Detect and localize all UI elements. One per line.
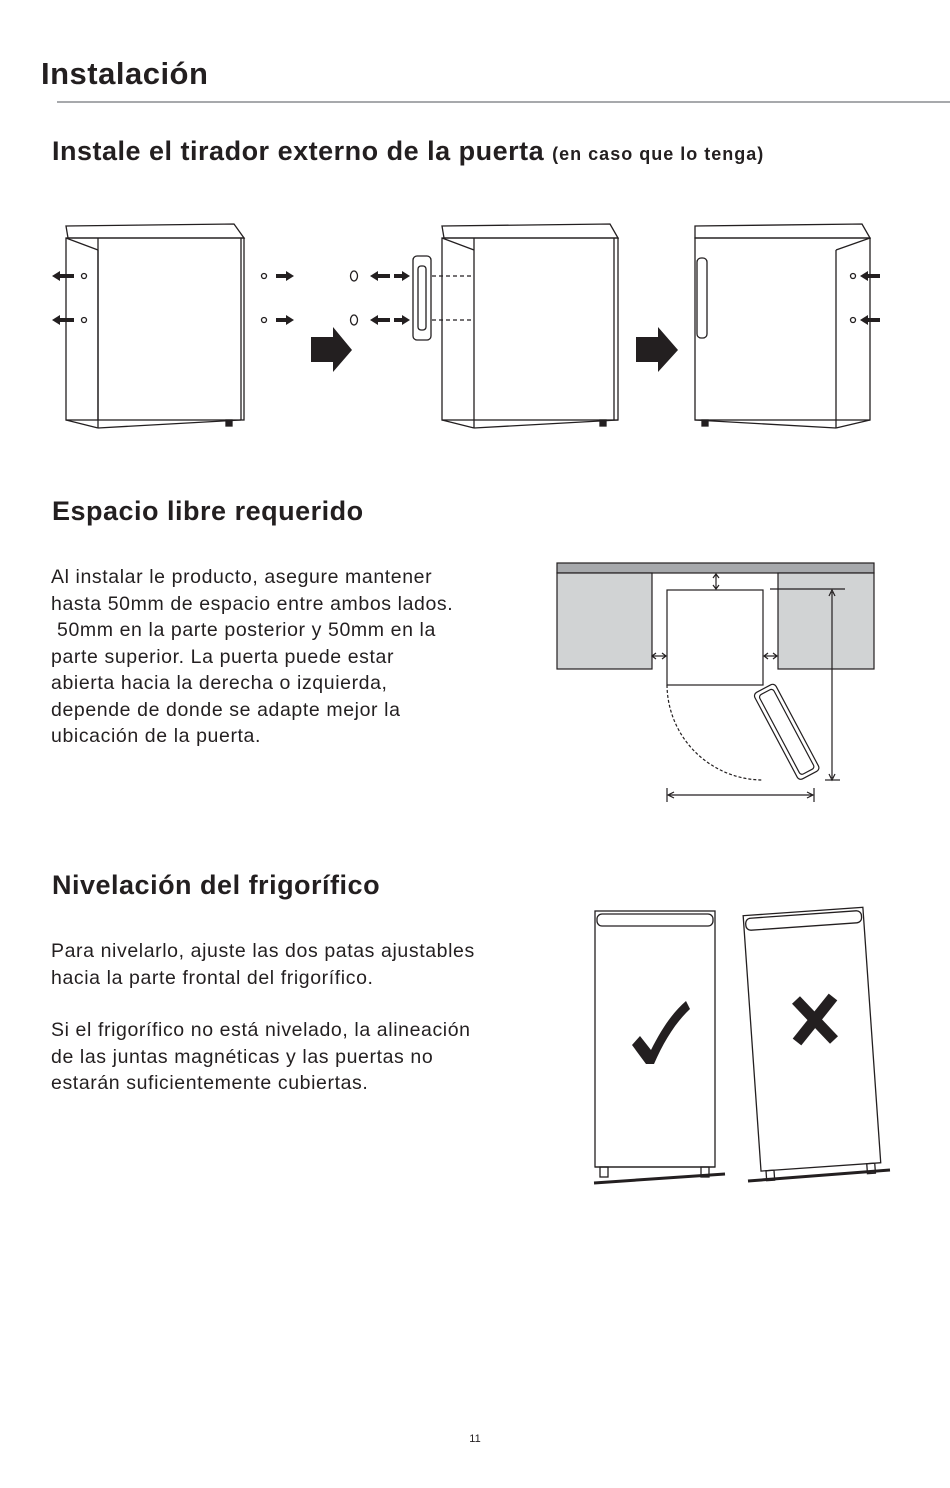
- clearance-line: hasta 50mm de espacio entre ambos lados.: [51, 592, 454, 615]
- leveling-line: de las juntas magnéticas y las puertas no: [51, 1045, 434, 1068]
- leveling-line: Para nivelarlo, ajuste las dos patas ajustables: [51, 940, 475, 962]
- check-mark-icon: [632, 1001, 690, 1064]
- clearance-line: 50mm en la parte posterior y 50mm en la: [51, 619, 436, 641]
- page-number: 11: [469, 1433, 481, 1445]
- tilted-fridge-illustration: [743, 907, 881, 1181]
- clearance-line: ubicación de la puerta.: [51, 725, 262, 747]
- handle-heading-main: Instale el tirador externo de la puerta: [52, 136, 545, 166]
- handle-heading-note: (en caso que lo tenga): [552, 144, 765, 164]
- clearance-line: abierta hacia la derecha o izquierda,: [51, 672, 388, 694]
- clearance-section-heading: Espacio libre requerido: [52, 496, 364, 526]
- leveling-line: estarán suficientemente cubiertas.: [51, 1072, 369, 1094]
- clearance-line: depende de donde se adapte mejor la: [51, 698, 401, 721]
- leveling-section-heading: Nivelación del frigorífico: [52, 870, 381, 900]
- cross-mark-icon: [796, 997, 834, 1042]
- page-title: Instalación: [41, 56, 209, 91]
- clearance-line: parte superior. La puerta puede estar: [51, 645, 395, 668]
- leveling-line: Si el frigorífico no está nivelado, la alineación: [51, 1019, 471, 1041]
- clearance-line: Al instalar le producto, asegure mantener: [51, 566, 433, 588]
- leveling-line: hacia la parte frontal del frigorífico.: [51, 966, 374, 989]
